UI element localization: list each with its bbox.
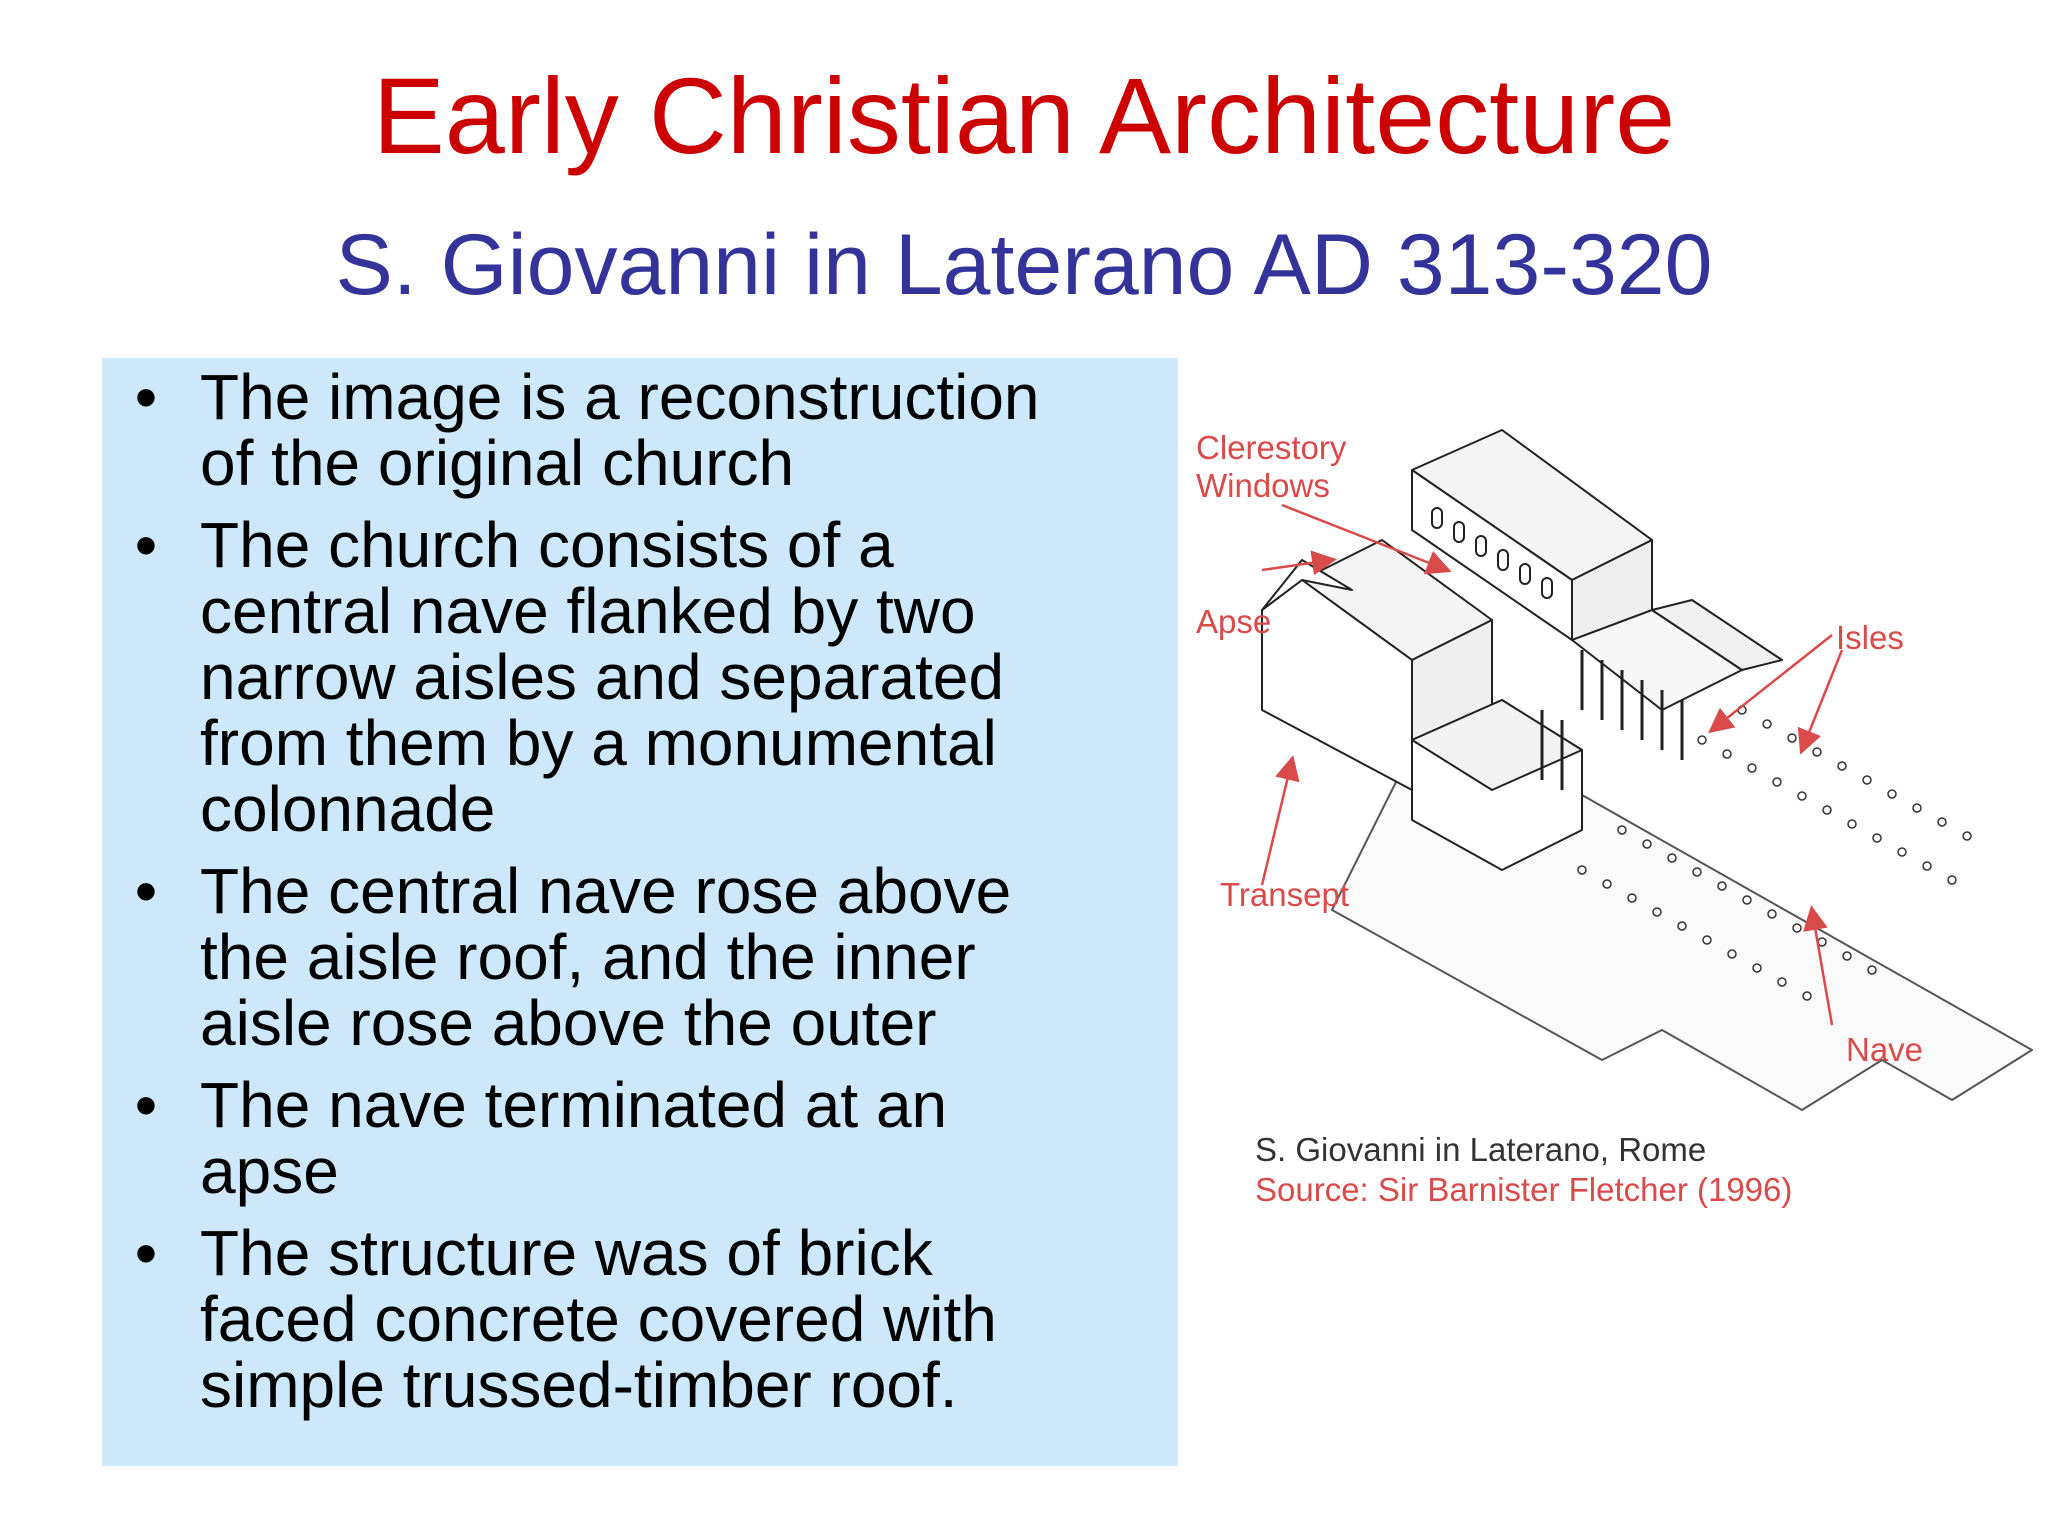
bullet-line: central nave flanked by two	[200, 575, 976, 647]
label-clerestory-line2: Windows	[1196, 467, 1330, 504]
bullet-line: aisle rose above the outer	[200, 987, 937, 1059]
slide-subtitle: S. Giovanni in Laterano AD 313-320	[335, 217, 1713, 313]
bullet-dot: •	[134, 509, 158, 581]
basilica-axonometric-drawing	[1182, 410, 2048, 1130]
caption-title: S. Giovanni in Laterano, Rome	[1255, 1131, 1707, 1168]
bullet-line: The structure was of brick	[200, 1217, 933, 1289]
label-apse: Apse	[1196, 603, 1272, 640]
slide-title: Early Christian Architecture	[372, 55, 1676, 176]
bullet-line: apse	[200, 1135, 339, 1207]
label-clerestory-line1: Clerestory	[1196, 429, 1347, 466]
label-nave: Nave	[1846, 1031, 1924, 1068]
bullet-line: faced concrete covered with	[200, 1283, 997, 1355]
bullet-line: narrow aisles and separated	[200, 641, 1005, 713]
bullet-dot: •	[134, 855, 158, 927]
bullet-dot: •	[134, 1069, 158, 1141]
bullet-line: The image is a reconstruction	[200, 361, 1040, 433]
bullet-line: of the original church	[200, 427, 795, 499]
bullet-line: The nave terminated at an	[200, 1069, 948, 1141]
bullet-item	[102, 1217, 1178, 1421]
bullet-line: colonnade	[200, 773, 496, 845]
bullet-dot: •	[134, 361, 158, 433]
bullet-item	[102, 509, 1178, 845]
caption-source: Source: Sir Barnister Fletcher (1996)	[1255, 1171, 1793, 1208]
arrow-transept	[1262, 760, 1292, 885]
label-transept: Transept	[1220, 876, 1350, 913]
bullet-item	[102, 855, 1178, 1059]
bullet-dot: •	[134, 1217, 158, 1289]
figure-caption	[1255, 1130, 1792, 1210]
bullet-line: the aisle roof, and the inner	[200, 921, 976, 993]
arrow-isles-2	[1802, 650, 1842, 750]
label-isles: Isles	[1836, 619, 1904, 656]
bullet-list	[102, 361, 1178, 1434]
bullet-line: simple trussed-timber roof.	[200, 1349, 958, 1421]
bullet-item	[102, 361, 1178, 499]
bullet-line: The central nave rose above	[200, 855, 1012, 927]
bullet-panel	[102, 358, 1178, 1466]
bullet-item	[102, 1069, 1178, 1207]
bullet-line: from them by a monumental	[200, 707, 997, 779]
bullet-line: The church consists of a	[200, 509, 894, 581]
